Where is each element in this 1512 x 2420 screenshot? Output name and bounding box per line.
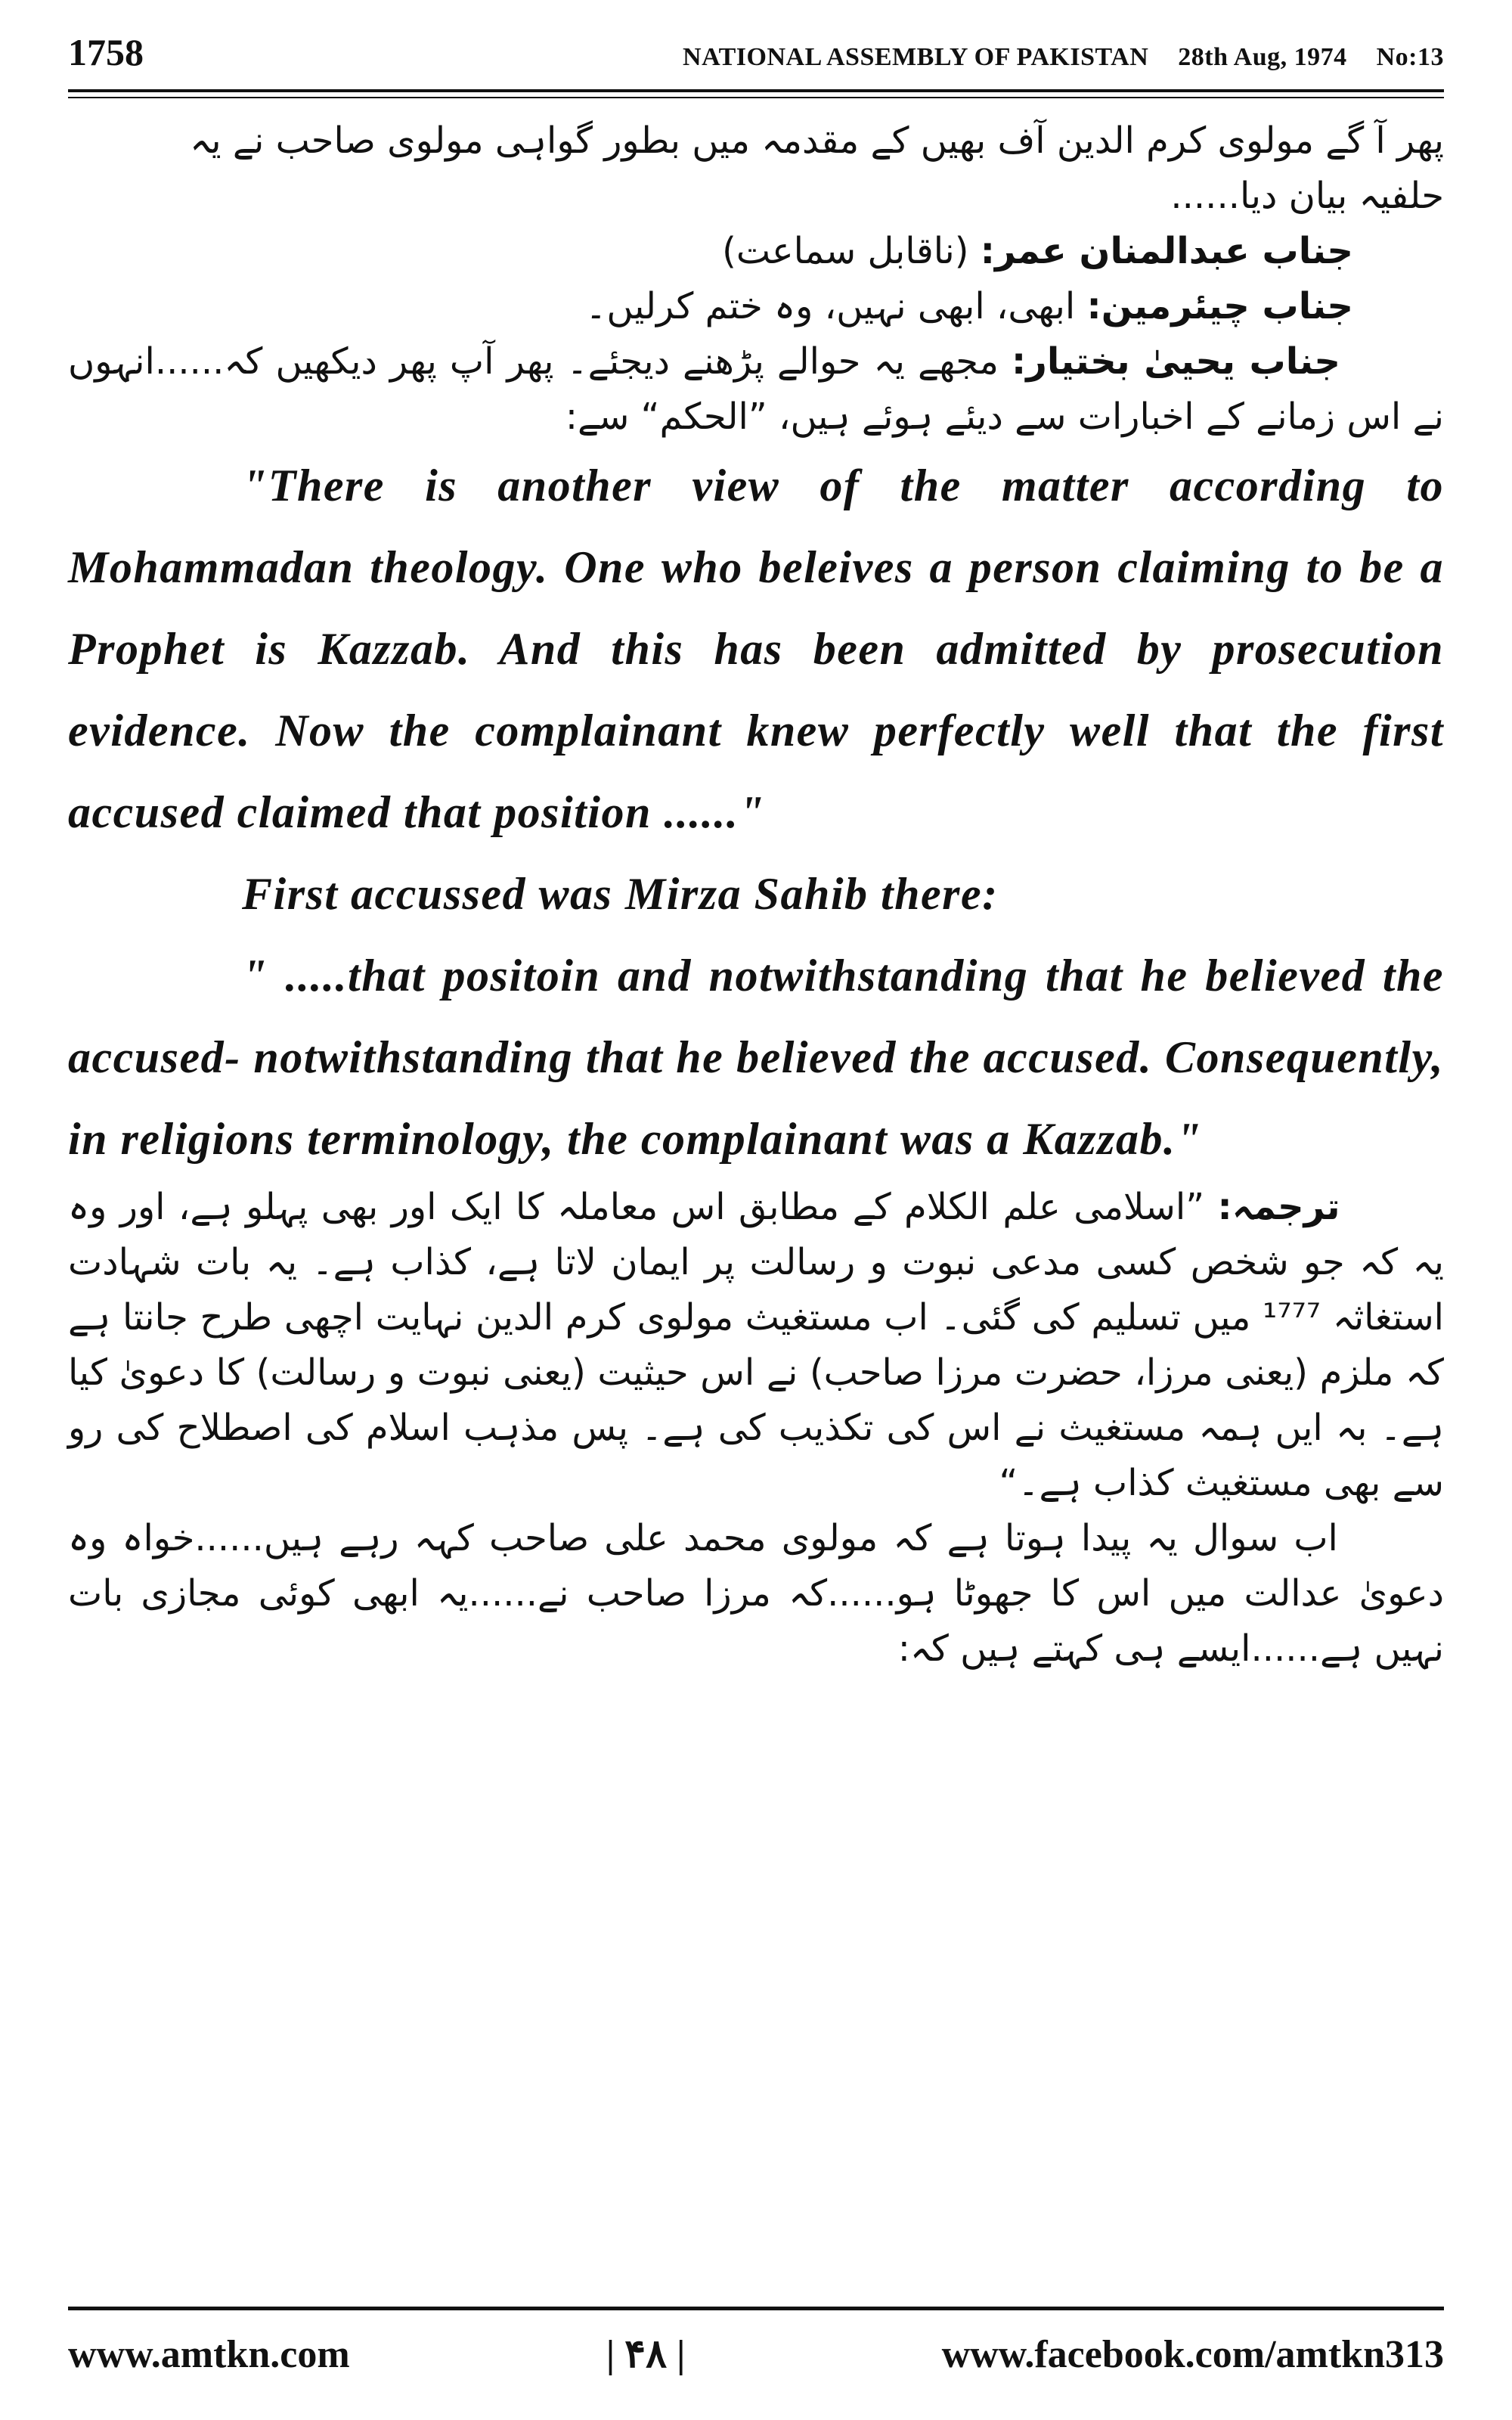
translation-paragraph — [68, 1180, 1444, 1511]
speaker-3-text: مجھے یہ حوالے پڑھنے دیجئے۔ پھر آپ پھر دیکھیں کہ......انہوں نے اس زمانے کے اخبارات سے دیئے ہوئے ہیں، ”الحکم“ سے: — [68, 340, 1444, 438]
footer-website-link[interactable]: www.amtkn.com — [68, 2332, 350, 2376]
speaker-1-name: جناب عبدالمنان عمر: — [980, 230, 1353, 272]
speaker-1-paragraph — [68, 224, 1444, 279]
page-number: 1758 — [68, 31, 144, 73]
footer-facebook-link[interactable]: www.facebook.com/amtkn313 — [941, 2332, 1444, 2376]
header-right — [660, 43, 1444, 72]
speaker-3-paragraph — [68, 334, 1444, 445]
session-date: 28th Aug, 1974 — [1178, 43, 1347, 71]
speaker-2-text: ابھی، ابھی نہیں، وہ ختم کرلیں۔ — [585, 285, 1076, 327]
header-rule-thin — [68, 97, 1444, 98]
header-rule-thick — [68, 89, 1444, 92]
page-header — [68, 30, 1444, 83]
english-quote-1: "There is another view of the matter according to Mohammadan theology. One who beleives a person claiming to be a Prophet is Kazzab. And this has been admitted by prosecution evidence. Now the complainant knew perfectly well that the first accused claimed that position ......" — [68, 461, 1444, 837]
intro-line-2: حلفیہ بیان دیا...... — [1170, 175, 1444, 217]
editor-note: First accussed was Mirza Sahib there: — [242, 869, 999, 919]
page-footer — [68, 2328, 1444, 2381]
page-body — [68, 113, 1444, 1677]
speaker-2-name: جناب چیئرمین: — [1086, 285, 1353, 327]
translation-label: ترجمہ: — [1217, 1186, 1340, 1228]
translation-text: ”اسلامی علم الکلام کے مطابق اس معاملہ کا ایک اور بھی پہلو ہے، اور وہ یہ کہ جو شخص کسی مدعی نبوت و رسالت پر ایمان لاتا ہے، کذاب ہے۔ یہ بات شہادت استغاثہ ¹⁷⁷⁷ میں تسلیم کی گئی۔ اب مستغیث مولوی کرم الدین نہایت اچھی طرح جانتا ہے کہ ملزم (یعنی مرزا، حضرت مرزا صاحب) نے اس حیثیت (یعنی نبوت و رسالت) کا دعویٰ کیا ہے۔ بہ ایں ہمہ مستغیث نے اس کی تکذیب کی ہے۔ پس مذہب اسلام کی اصطلاح کی رو سے بھی مستغیث کذاب ہے۔“ — [68, 1186, 1444, 1504]
intro-line-1: پھر آ گے مولوی کرم الدین آف بھیں کے مقدمہ میں بطور گواہی مولوی صاحب نے یہ — [190, 119, 1444, 162]
publication-title: NATIONAL ASSEMBLY OF PAKISTAN — [683, 43, 1149, 71]
english-quote-2: " .....that positoin and notwithstanding that he believed the accused- notwithstanding that he believed the accused. Consequently, in religions terminology, the complainant was a Kazzab." — [68, 951, 1444, 1164]
speaker-1-text: (ناقابل سماعت) — [722, 230, 969, 272]
closing-text: اب سوال یہ پیدا ہوتا ہے کہ مولوی محمد علی صاحب کہہ رہے ہیں......خواہ وہ دعویٰ عدالت میں اس کا جھوٹا ہو......کہ مرزا صاحب نے......یہ ابھی کوئی مجازی بات نہیں ہے......ایسے ہی کہتے ہیں کہ: — [68, 1517, 1444, 1670]
speaker-3-name: جناب یحییٰ بختیار: — [1012, 340, 1340, 383]
closing-paragraph — [68, 1511, 1444, 1677]
speaker-2-paragraph — [68, 279, 1444, 334]
issue-number: No:13 — [1376, 43, 1444, 71]
footer-page-marker: | ۴۸ | — [606, 2333, 686, 2376]
footer-rule — [68, 2307, 1444, 2310]
